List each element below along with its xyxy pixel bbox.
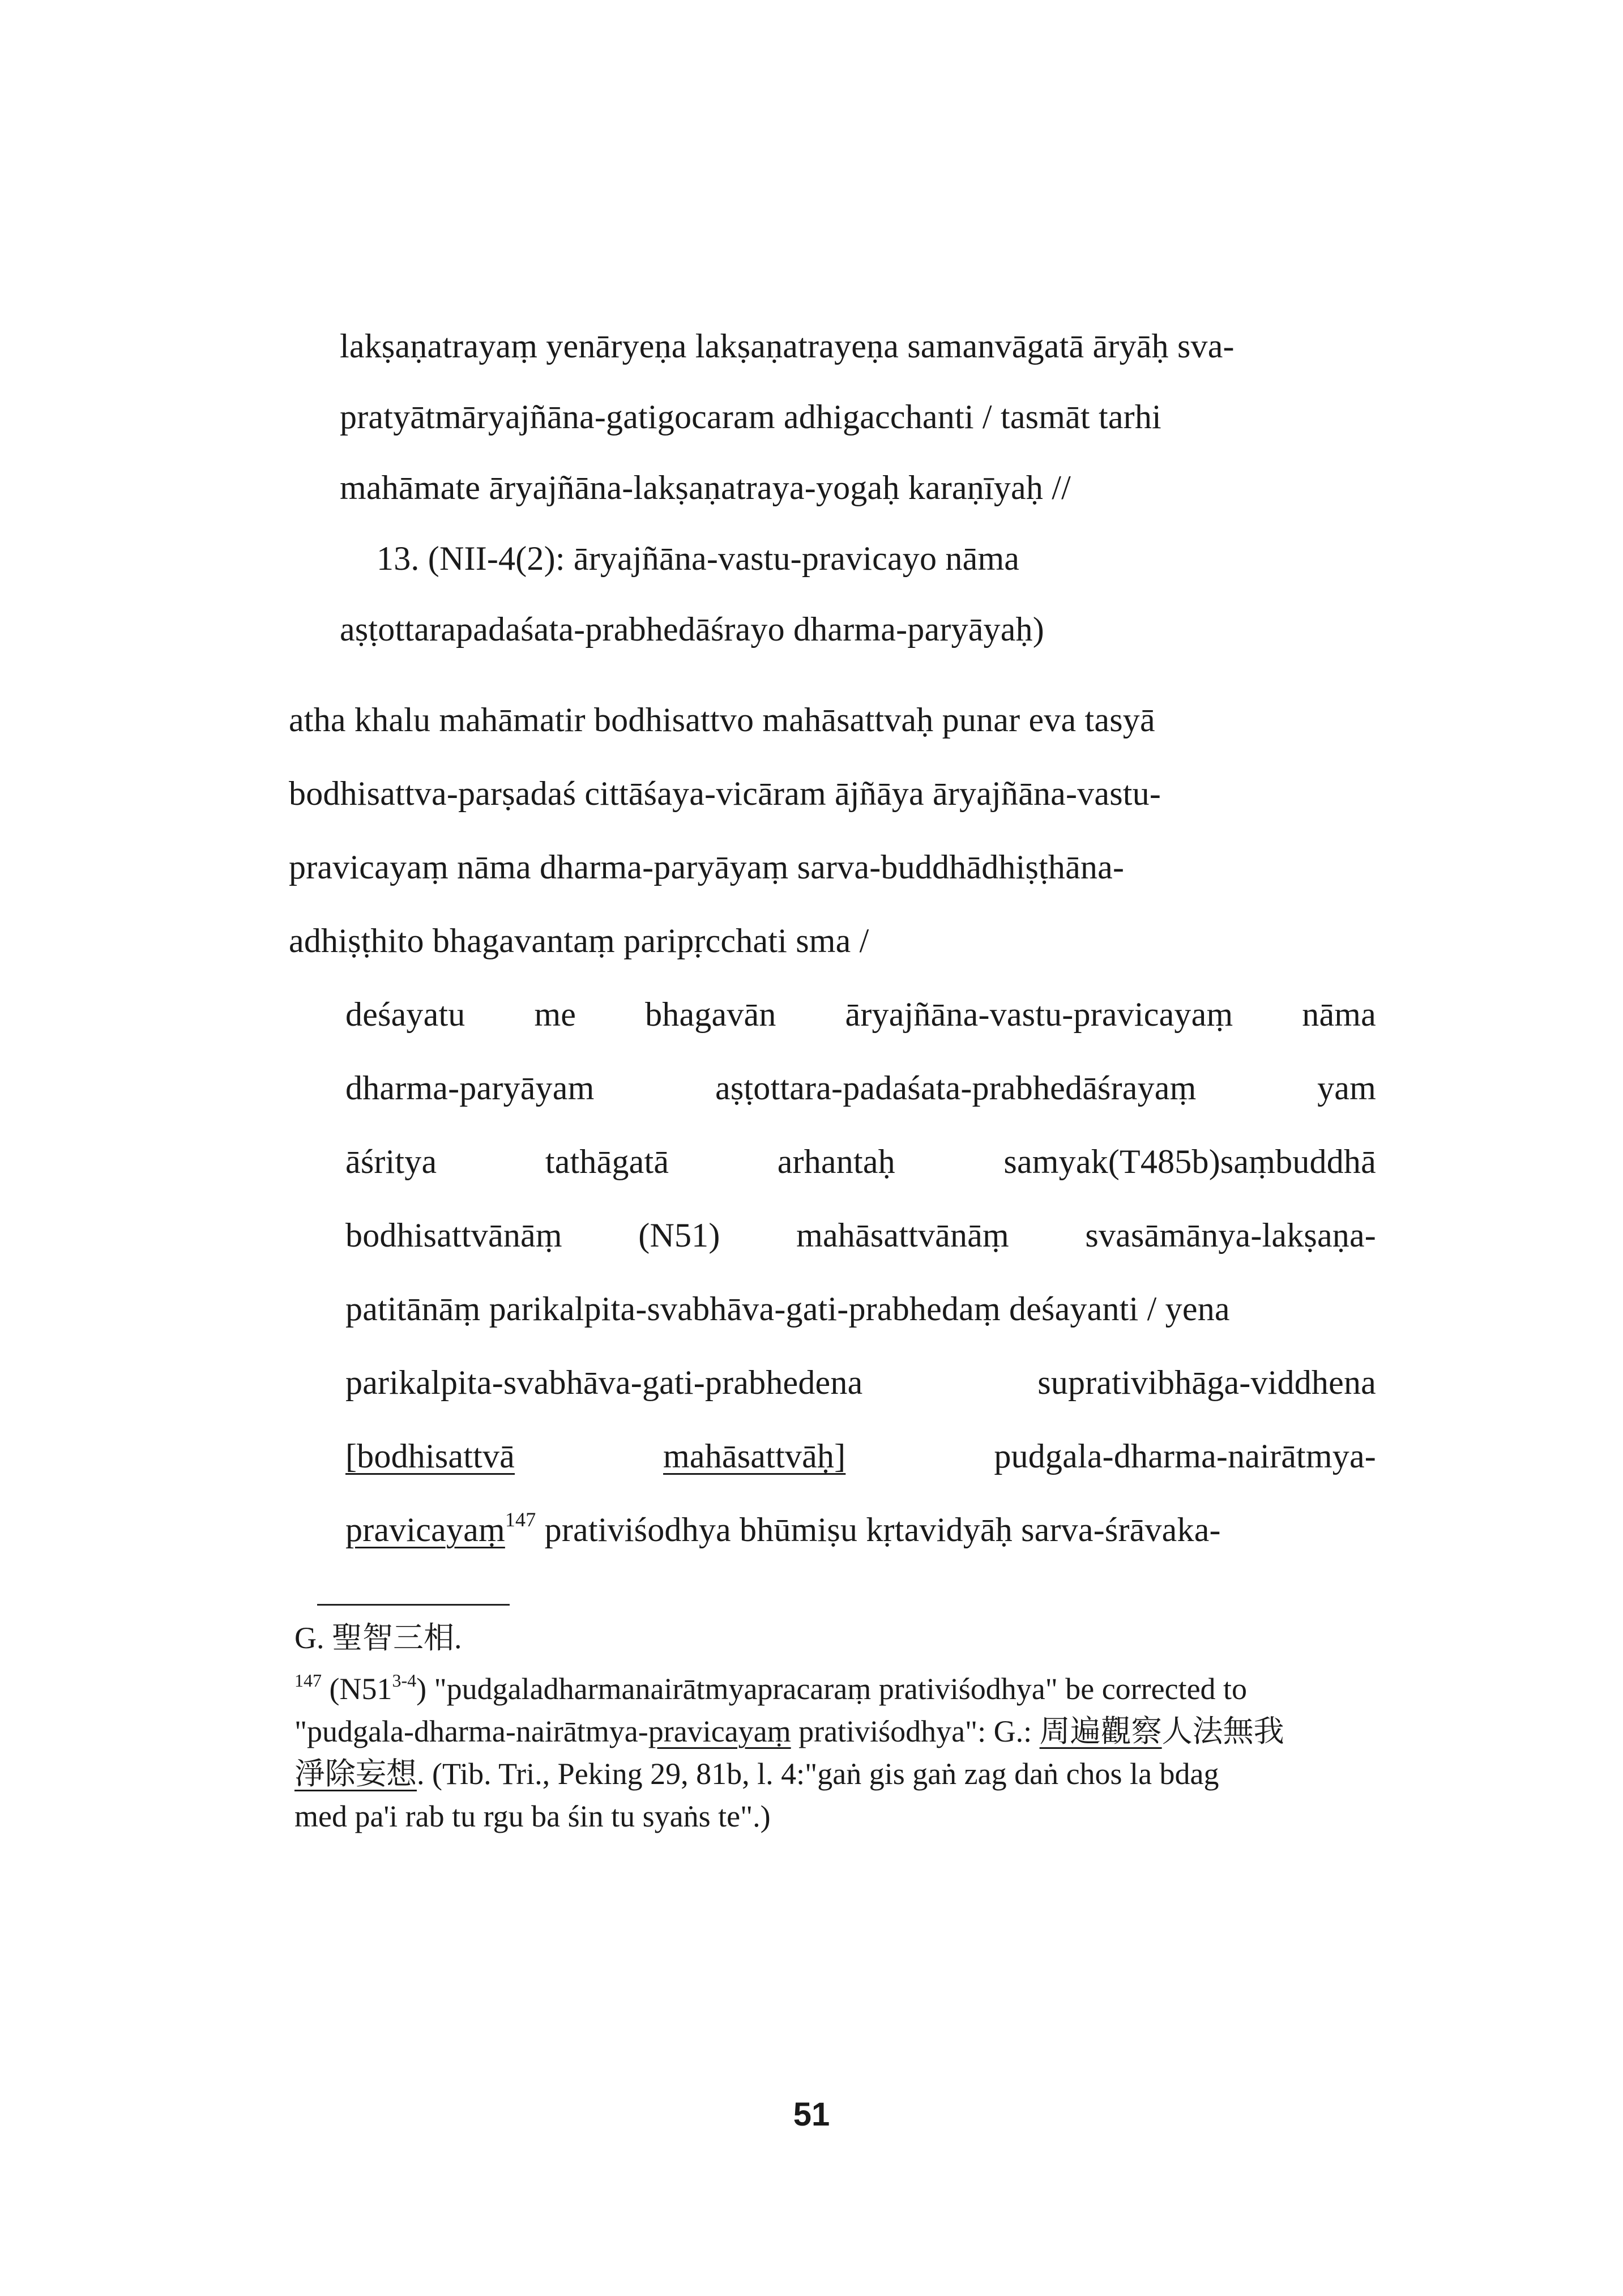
word: dharma-paryāyam: [345, 1069, 595, 1107]
text-line: [345, 1362, 1376, 1403]
footnote-number: 147: [294, 1670, 322, 1691]
footnote-text: ) "pudgaladharmanairātmyapracaraṃ prativiśodhya" be corrected to: [416, 1672, 1248, 1706]
word: mahāsattvānāṃ: [796, 1217, 1009, 1254]
word: svasāmānya-lakṣaṇa-: [1085, 1217, 1376, 1254]
word: tathāgatā: [545, 1143, 669, 1180]
text-line: [345, 1215, 1376, 1256]
text-line: [345, 1436, 1376, 1476]
footnote-147-line: med pa'i rab tu rgu ba śin tu syaṅs te".): [294, 1799, 771, 1833]
word: āśritya: [345, 1143, 437, 1180]
footnote-147-line: [294, 1756, 1219, 1792]
word: pudgala-dharma-nairātmya-: [994, 1437, 1376, 1475]
text-line: bodhisattva-parṣadaś cittāśaya-vicāram ājñāya āryajñāna-vastu-: [289, 775, 1161, 812]
text-line: adhiṣṭhito bhagavantaṃ paripṛcchati sma /: [289, 922, 869, 959]
footnote-147-line: [294, 1713, 1284, 1749]
word: deśayatu: [345, 996, 465, 1033]
text-line: [345, 1068, 1376, 1108]
word: yam: [1317, 1069, 1376, 1107]
text-line: atha khalu mahāmatir bodhisattvo mahāsattvaḥ punar eva tasyā: [289, 701, 1155, 739]
page-number: 51: [793, 2096, 830, 2133]
word: samyak(T485b)saṃbuddhā: [1003, 1143, 1376, 1180]
word: aṣṭottara-padaśata-prabhedāśrayaṃ: [715, 1069, 1197, 1107]
footnote-text: . (Tib. Tri., Peking 29, 81b, l. 4:"gaṅ gis gaṅ zag daṅ chos la bdag: [417, 1757, 1219, 1791]
footnote-sup: 3-4: [392, 1670, 417, 1691]
footnote-147-line: [294, 1671, 1247, 1707]
word: (N51): [638, 1217, 720, 1254]
footnote-g: G. 聖智三相.: [294, 1621, 462, 1655]
footnote-cjk-underlined: 周遍觀察: [1039, 1714, 1162, 1748]
footnote-text: (N51: [322, 1672, 392, 1706]
footnote-cjk: 人法無我: [1161, 1714, 1284, 1748]
text-line: pratyātmāryajñāna-gatigocaram adhigacchanti / tasmāt tarhi: [340, 398, 1161, 436]
underlined-word: pravicayaṃ: [345, 1511, 505, 1548]
text-line: mahāmate āryajñāna-lakṣaṇatraya-yogaḥ karaṇīyaḥ //: [340, 469, 1071, 506]
word: parikalpita-svabhāva-gati-prabhedena: [345, 1364, 863, 1401]
footnote-text: prativiśodhya": G.:: [791, 1714, 1040, 1748]
underlined-word: [bodhisattvā: [345, 1437, 515, 1475]
word: prativiśodhya bhūmiṣu kṛtavidyāḥ sarva-śrāvaka-: [536, 1511, 1221, 1548]
footnote-ref[interactable]: 147: [505, 1508, 536, 1531]
word: bhagavān: [645, 996, 776, 1033]
word: me: [534, 996, 576, 1033]
word: nāma: [1302, 996, 1376, 1033]
footnote-cjk-underlined: 淨除妄想: [294, 1757, 417, 1791]
footnote-underlined: pravicayaṃ: [648, 1714, 791, 1748]
footnote-text: "pudgala-dharma-nairātmya-: [294, 1714, 648, 1748]
text-line: [345, 1141, 1376, 1182]
section-heading-cont: aṣṭottarapadaśata-prabhedāśrayo dharma-paryāyaḥ): [340, 611, 1044, 648]
text-line: [345, 994, 1376, 1035]
text-line: [345, 1509, 1221, 1550]
word: suprativibhāga-viddhena: [1037, 1364, 1376, 1401]
word: bodhisattvānāṃ: [345, 1217, 562, 1254]
footnote-rule: [317, 1604, 510, 1606]
text-line: pravicayaṃ nāma dharma-paryāyaṃ sarva-buddhādhiṣṭhāna-: [289, 848, 1125, 886]
word: āryajñāna-vastu-pravicayaṃ: [845, 996, 1233, 1033]
text-line: lakṣaṇatrayaṃ yenāryeṇa lakṣaṇatrayeṇa samanvāgatā āryāḥ sva-: [340, 327, 1235, 365]
text-line: patitānāṃ parikalpita-svabhāva-gati-prabhedaṃ deśayanti / yena: [345, 1290, 1230, 1328]
word: arhantaḥ: [777, 1143, 895, 1180]
underlined-word: mahāsattvāḥ]: [663, 1437, 846, 1475]
section-heading: 13. (NII-4(2): āryajñāna-vastu-pravicayo nāma: [377, 540, 1020, 577]
